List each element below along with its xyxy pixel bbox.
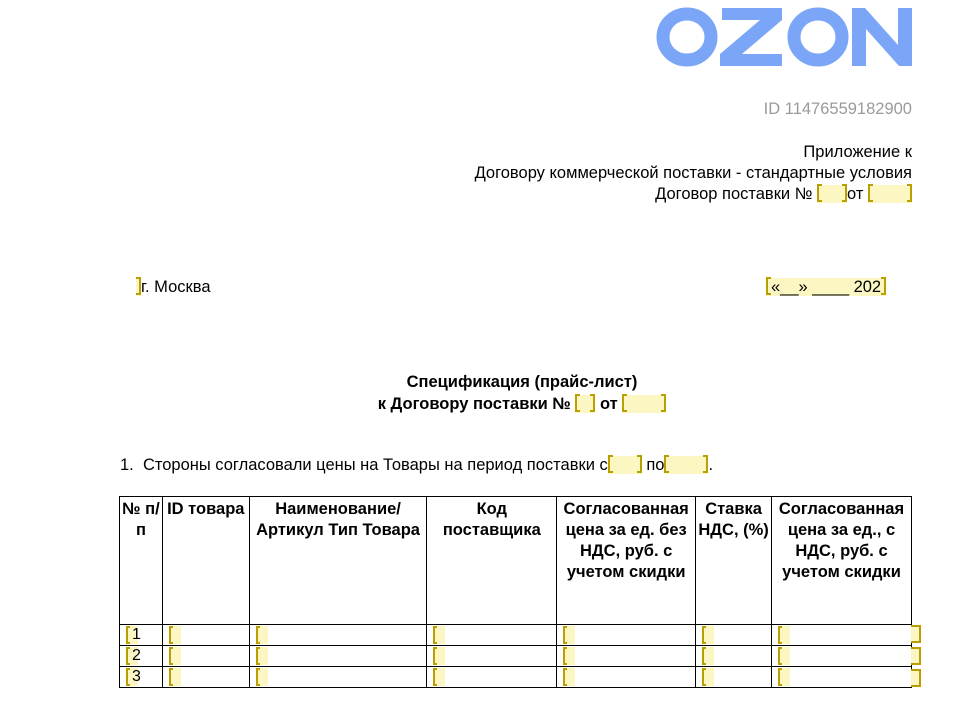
- specification-heading: [0, 371, 969, 415]
- city-line: [136, 277, 211, 297]
- contract-date-field[interactable]: [868, 185, 912, 203]
- annex-line-3: [475, 184, 912, 205]
- product-id-cell[interactable]: [162, 667, 249, 688]
- price-with-vat-cell[interactable]: [772, 646, 912, 667]
- vat-rate-cell[interactable]: [696, 646, 772, 667]
- price-with-vat-cell[interactable]: [772, 667, 912, 688]
- row-number-cell[interactable]: [120, 646, 163, 667]
- annex-line-2: Договору коммерческой поставки - стандартные условия: [474, 164, 912, 182]
- period-end-field[interactable]: [664, 456, 708, 474]
- header-price-with-vat: Согласованная цена за ед., с НДС, руб. с учетом скидки: [772, 497, 912, 625]
- spec-subtitle-from: от: [599, 395, 618, 413]
- row-1-end-marker: [911, 625, 921, 643]
- row-number: 2: [132, 647, 141, 664]
- product-id-cell[interactable]: [162, 625, 249, 646]
- price-with-vat-cell[interactable]: [772, 625, 912, 646]
- row-number-cell[interactable]: [120, 667, 163, 688]
- supplier-code-cell[interactable]: [427, 625, 557, 646]
- spec-subtitle-prefix: к Договору поставки №: [377, 395, 571, 413]
- spec-contract-date-field[interactable]: [622, 395, 666, 413]
- spec-subtitle: [0, 393, 969, 415]
- clause-number: 1.: [120, 456, 134, 474]
- header-price-no-vat: Согласованная цена за ед. без НДС, руб. с учетом скидки: [557, 497, 696, 625]
- vat-rate-cell[interactable]: [696, 667, 772, 688]
- clause-to: по: [646, 456, 665, 474]
- price-no-vat-cell[interactable]: [557, 667, 696, 688]
- supplier-code-cell[interactable]: [427, 667, 557, 688]
- header-vat-rate: Ставка НДС, (%): [696, 497, 772, 625]
- row-3-end-marker: [911, 669, 921, 687]
- row-number: 1: [132, 626, 141, 643]
- city-name: г. Москва: [141, 278, 211, 296]
- name-article-cell[interactable]: [249, 625, 427, 646]
- product-id-cell[interactable]: [162, 646, 249, 667]
- date-text: «__» ____ 202: [771, 278, 882, 296]
- clause-1: [120, 455, 713, 475]
- ozon-logo: [656, 6, 914, 68]
- annex-block: [475, 142, 912, 205]
- price-no-vat-cell[interactable]: [557, 646, 696, 667]
- header-name-article: Наименование/Артикул Тип Товара: [249, 497, 427, 625]
- price-no-vat-cell[interactable]: [557, 625, 696, 646]
- vat-rate-cell[interactable]: [696, 625, 772, 646]
- table-row: [120, 646, 912, 667]
- table-row: [120, 667, 912, 688]
- supplier-code-cell[interactable]: [427, 646, 557, 667]
- clause-text: Стороны согласовали цены на Товары на период поставки с: [142, 456, 608, 474]
- annex-line-1: Приложение к: [803, 143, 912, 161]
- table-header-row: [120, 497, 912, 625]
- annex-contract-from: от: [847, 185, 864, 203]
- table-row: [120, 625, 912, 646]
- document-id: ID 11476559182900: [763, 100, 912, 118]
- contract-number-field[interactable]: [817, 185, 847, 203]
- clause-end: .: [708, 456, 714, 474]
- spec-title: Спецификация (прайс-лист): [406, 373, 638, 391]
- spec-contract-number-field[interactable]: [575, 395, 595, 413]
- row-number: 3: [132, 668, 141, 685]
- name-article-cell[interactable]: [249, 667, 427, 688]
- row-2-end-marker: [911, 647, 921, 665]
- date-line[interactable]: [766, 277, 886, 297]
- header-product-id: ID товара: [162, 497, 249, 625]
- period-start-field[interactable]: [608, 456, 642, 474]
- name-article-cell[interactable]: [249, 646, 427, 667]
- annex-contract-prefix: Договор поставки №: [655, 185, 813, 203]
- header-supplier-code: Код поставщика: [427, 497, 557, 625]
- header-number: № п/п: [120, 497, 163, 625]
- row-number-cell[interactable]: [120, 625, 163, 646]
- specification-table: [119, 496, 912, 688]
